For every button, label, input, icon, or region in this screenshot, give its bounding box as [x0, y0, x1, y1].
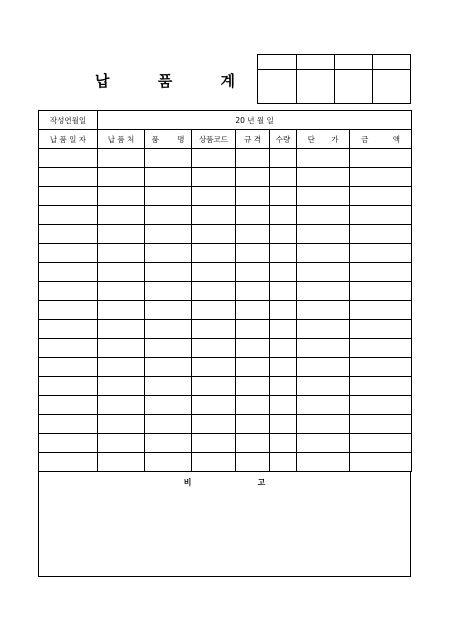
table-cell[interactable] [270, 282, 297, 301]
header-row [39, 130, 412, 149]
table-cell[interactable] [236, 149, 270, 168]
table-cell[interactable] [145, 149, 192, 168]
table-row [39, 377, 412, 396]
table-cell[interactable] [270, 225, 297, 244]
table-cell[interactable] [98, 320, 145, 339]
table-cell[interactable] [192, 282, 236, 301]
column-header: 상품코드 [192, 130, 236, 149]
table-cell[interactable] [236, 282, 270, 301]
table-cell[interactable] [192, 320, 236, 339]
table-cell[interactable] [39, 301, 98, 320]
table-cell[interactable] [297, 263, 350, 282]
table-row [39, 320, 412, 339]
table-cell[interactable] [39, 187, 98, 206]
column-header: 단 가 [297, 130, 350, 149]
table-cell[interactable] [145, 206, 192, 225]
table-cell[interactable] [145, 244, 192, 263]
table-cell[interactable] [350, 225, 412, 244]
table-cell[interactable] [236, 415, 270, 434]
table-cell[interactable] [39, 434, 98, 453]
table-cell[interactable] [350, 282, 412, 301]
table-cell[interactable] [270, 149, 297, 168]
table-cell[interactable] [192, 225, 236, 244]
table-cell[interactable] [98, 358, 145, 377]
table-cell[interactable] [297, 149, 350, 168]
table-cell[interactable] [350, 244, 412, 263]
table-cell[interactable] [350, 358, 412, 377]
table-cell[interactable] [98, 301, 145, 320]
table-cell[interactable] [98, 149, 145, 168]
table-cell[interactable] [98, 415, 145, 434]
table-cell[interactable] [192, 453, 236, 472]
table-cell[interactable] [270, 396, 297, 415]
table-cell[interactable] [297, 434, 350, 453]
table-cell[interactable] [350, 206, 412, 225]
table-cell[interactable] [145, 320, 192, 339]
table-cell[interactable] [350, 434, 412, 453]
table-cell[interactable] [297, 358, 350, 377]
document-title [95, 70, 235, 94]
table-row [39, 187, 412, 206]
table-cell[interactable] [145, 434, 192, 453]
table-cell[interactable] [39, 453, 98, 472]
table-cell[interactable] [297, 282, 350, 301]
table-cell[interactable] [39, 149, 98, 168]
table-cell[interactable] [270, 244, 297, 263]
table-cell[interactable] [350, 339, 412, 358]
table-cell[interactable] [39, 168, 98, 187]
approval-header-cell[interactable] [373, 55, 411, 70]
table-cell[interactable] [297, 301, 350, 320]
table-cell[interactable] [192, 301, 236, 320]
table-cell[interactable] [297, 415, 350, 434]
column-header: 금 액 [350, 130, 412, 149]
table-cell[interactable] [297, 453, 350, 472]
table-row [39, 434, 412, 453]
column-header: 납 품 처 [98, 130, 145, 149]
table-cell[interactable] [98, 225, 145, 244]
table-row [39, 149, 412, 168]
column-header: 품 명 [145, 130, 192, 149]
table-row [39, 168, 412, 187]
table-cell[interactable] [39, 396, 98, 415]
table-cell[interactable] [236, 434, 270, 453]
table-cell[interactable] [98, 434, 145, 453]
delivery-table [38, 110, 412, 472]
table-cell[interactable] [236, 244, 270, 263]
table-cell[interactable] [236, 225, 270, 244]
column-header: 납 품 일 자 [39, 130, 98, 149]
table-cell[interactable] [236, 301, 270, 320]
table-cell[interactable] [39, 339, 98, 358]
table-cell[interactable] [270, 301, 297, 320]
table-cell[interactable] [236, 396, 270, 415]
table-cell[interactable] [270, 339, 297, 358]
approval-header-cell[interactable] [258, 55, 297, 70]
table-cell[interactable] [145, 263, 192, 282]
table-cell[interactable] [39, 358, 98, 377]
table-cell[interactable] [145, 358, 192, 377]
table-row [39, 244, 412, 263]
column-header: 수량 [270, 130, 297, 149]
table-cell[interactable] [39, 225, 98, 244]
table-cell[interactable] [350, 301, 412, 320]
table-cell[interactable] [39, 263, 98, 282]
table-cell[interactable] [350, 453, 412, 472]
table-cell[interactable] [297, 206, 350, 225]
table-cell[interactable] [270, 415, 297, 434]
table-cell[interactable] [192, 187, 236, 206]
table-row [39, 282, 412, 301]
title-char-2: 품 [157, 72, 173, 90]
table-cell[interactable] [236, 453, 270, 472]
remarks-box[interactable] [38, 471, 411, 577]
table-cell[interactable] [192, 149, 236, 168]
table-cell[interactable] [236, 339, 270, 358]
table-cell[interactable] [145, 453, 192, 472]
table-cell[interactable] [270, 377, 297, 396]
table-cell[interactable] [270, 320, 297, 339]
table-cell[interactable] [270, 206, 297, 225]
table-cell[interactable] [236, 358, 270, 377]
date-label: 작성연월일 [39, 111, 98, 130]
table-cell[interactable] [98, 396, 145, 415]
table-cell[interactable] [350, 415, 412, 434]
table-cell[interactable] [98, 453, 145, 472]
table-cell[interactable] [192, 263, 236, 282]
table-cell[interactable] [145, 377, 192, 396]
table-cell[interactable] [350, 320, 412, 339]
table-cell[interactable] [145, 301, 192, 320]
table-cell[interactable] [236, 377, 270, 396]
table-row [39, 396, 412, 415]
table-cell[interactable] [39, 377, 98, 396]
table-cell[interactable] [192, 396, 236, 415]
table-cell[interactable] [98, 263, 145, 282]
table-row [39, 301, 412, 320]
table-cell[interactable] [297, 225, 350, 244]
approval-header-cell[interactable] [335, 55, 373, 70]
table-cell[interactable] [98, 206, 145, 225]
table-cell[interactable] [192, 358, 236, 377]
table-cell[interactable] [350, 187, 412, 206]
table-row [39, 453, 412, 472]
table-cell[interactable] [192, 377, 236, 396]
table-cell[interactable] [297, 339, 350, 358]
table-cell[interactable] [297, 377, 350, 396]
column-header: 규 격 [236, 130, 270, 149]
table-cell[interactable] [39, 244, 98, 263]
table-row [39, 206, 412, 225]
table-cell[interactable] [297, 244, 350, 263]
approval-sign-cell[interactable] [335, 70, 373, 104]
table-cell[interactable] [236, 263, 270, 282]
table-cell[interactable] [236, 320, 270, 339]
table-cell[interactable] [192, 339, 236, 358]
table-cell[interactable] [192, 206, 236, 225]
table-cell[interactable] [192, 434, 236, 453]
table-cell[interactable] [145, 187, 192, 206]
table-cell[interactable] [350, 377, 412, 396]
table-cell[interactable] [39, 320, 98, 339]
table-cell[interactable] [270, 187, 297, 206]
table-cell[interactable] [39, 282, 98, 301]
table-cell[interactable] [98, 377, 145, 396]
remarks-label: 비 고 [183, 478, 266, 487]
title-char-1: 납 [95, 72, 110, 90]
table-cell[interactable] [145, 168, 192, 187]
table-cell[interactable] [39, 415, 98, 434]
date-value[interactable]: 20 년 월 일 [98, 111, 412, 130]
table-cell[interactable] [145, 396, 192, 415]
table-cell[interactable] [192, 415, 236, 434]
table-row [39, 415, 412, 434]
table-cell[interactable] [145, 415, 192, 434]
table-cell[interactable] [98, 282, 145, 301]
table-cell[interactable] [350, 263, 412, 282]
table-cell[interactable] [236, 206, 270, 225]
table-cell[interactable] [98, 339, 145, 358]
table-cell[interactable] [145, 282, 192, 301]
table-cell[interactable] [350, 168, 412, 187]
approval-header-cell[interactable] [297, 55, 335, 70]
table-cell[interactable] [145, 225, 192, 244]
table-cell[interactable] [297, 320, 350, 339]
table-row [39, 358, 412, 377]
table-cell[interactable] [192, 244, 236, 263]
table-cell[interactable] [98, 187, 145, 206]
table-cell[interactable] [270, 434, 297, 453]
table-cell[interactable] [350, 396, 412, 415]
table-cell[interactable] [297, 187, 350, 206]
table-cell[interactable] [297, 168, 350, 187]
approval-box [257, 54, 411, 104]
table-cell[interactable] [350, 149, 412, 168]
table-cell[interactable] [192, 168, 236, 187]
table-cell[interactable] [98, 168, 145, 187]
table-cell[interactable] [145, 339, 192, 358]
table-cell[interactable] [236, 168, 270, 187]
title-char-3: 계 [220, 72, 235, 90]
table-cell[interactable] [270, 263, 297, 282]
table-row [39, 263, 412, 282]
table-cell[interactable] [297, 396, 350, 415]
approval-sign-cell[interactable] [297, 70, 335, 104]
table-cell[interactable] [236, 187, 270, 206]
table-cell[interactable] [270, 358, 297, 377]
table-row [39, 225, 412, 244]
approval-sign-cell[interactable] [258, 70, 297, 104]
approval-sign-cell[interactable] [373, 70, 411, 104]
table-cell[interactable] [270, 453, 297, 472]
table-cell[interactable] [39, 206, 98, 225]
table-cell[interactable] [98, 244, 145, 263]
table-cell[interactable] [270, 168, 297, 187]
table-row [39, 339, 412, 358]
